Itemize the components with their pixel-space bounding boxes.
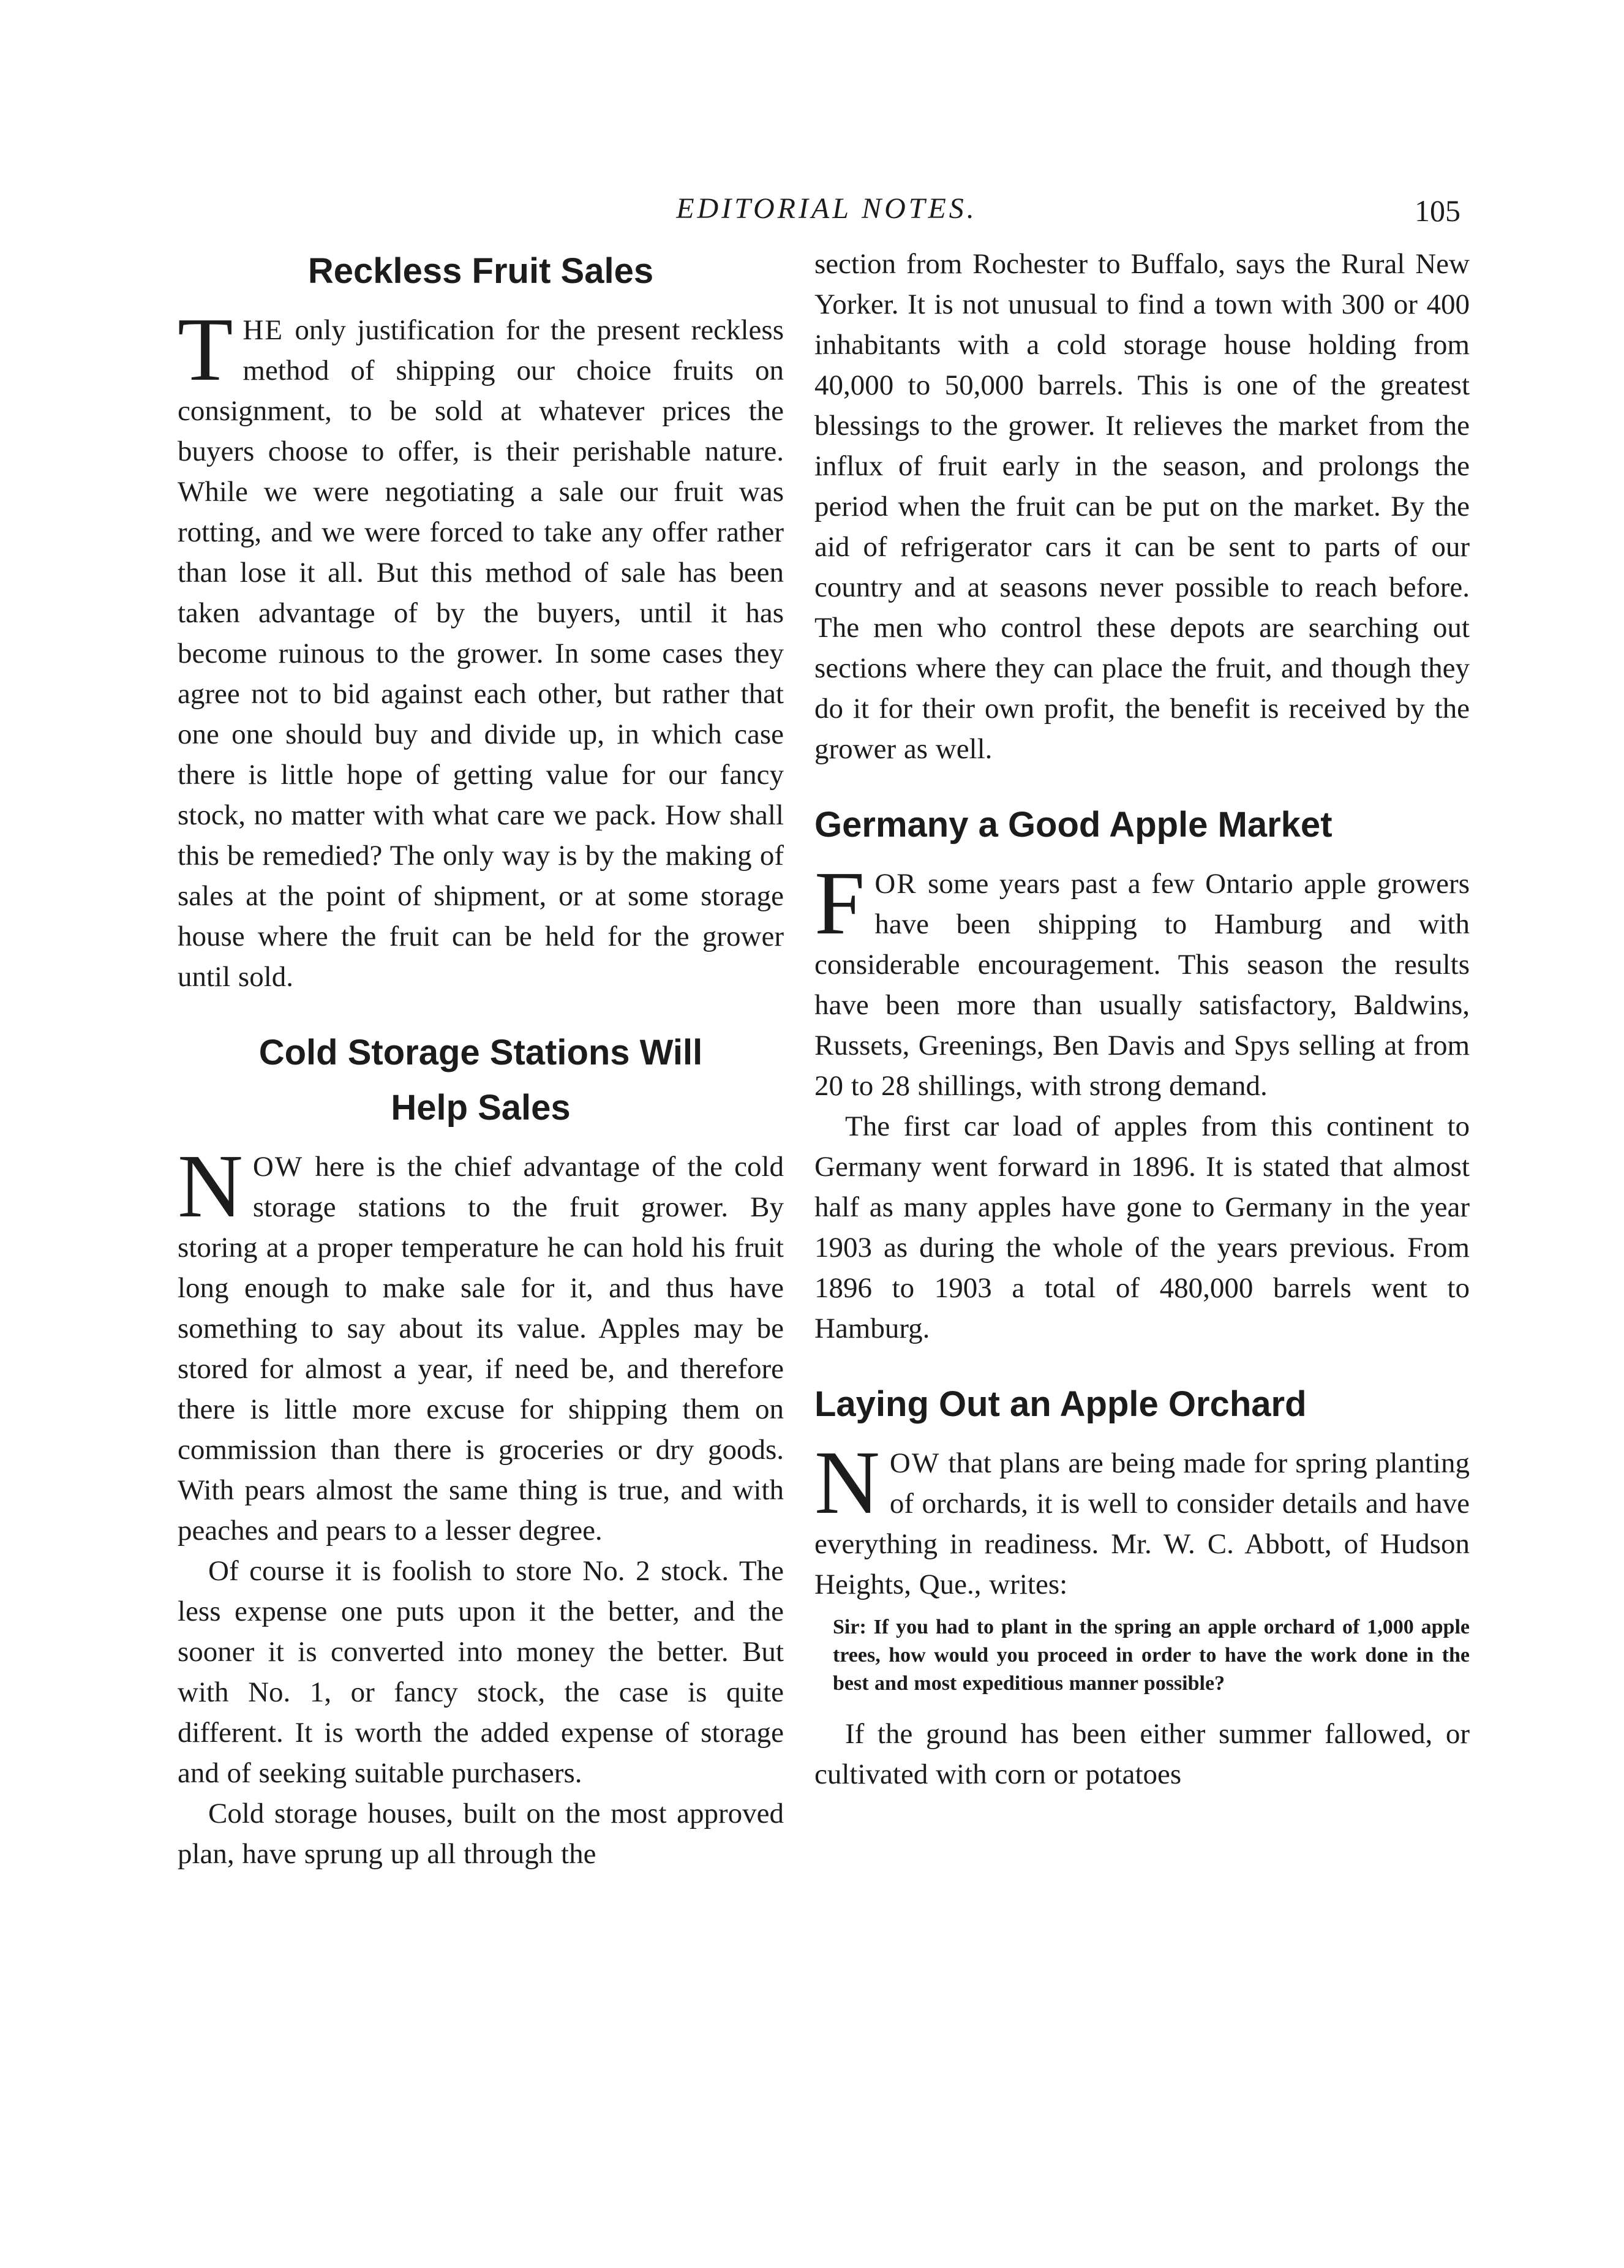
article-heading bbox=[178, 1025, 784, 1136]
left-column bbox=[178, 244, 784, 1874]
article-germany-apple-market bbox=[814, 797, 1470, 1349]
running-head bbox=[0, 187, 1624, 236]
article-cold-storage-stations bbox=[178, 1025, 784, 1874]
article-heading: Germany a Good Apple Market bbox=[814, 805, 1333, 845]
heading-line: Cold Storage Stations Will bbox=[258, 1033, 703, 1072]
article-paragraph: Cold storage houses, built on the most approved plan, have sprung up all through the bbox=[178, 1798, 784, 1870]
article-laying-out-orchard bbox=[814, 1377, 1470, 1795]
paragraph-text: only justification for the present reckless method of shipping our choice fruits on consignment, to be sold at whatever prices the buyers choose to offer, is their perishable nature. While we were negotiating a sale our fruit was rotting, and we were forced to take any offer rather than lose it all. But this method of sale has been taken advantage of by the buyers, until it has become ruinous to the grower. In some cases they agree not to bid against each other, but rather that one one should buy and divide up, in which case there is little hope of getting value for our fancy stock, no matter with what care we pack. How shall this be remedied? The only way is by the making of sales at the point of shipment, or at some storage house where the fruit can be held for the grower until sold. bbox=[178, 314, 784, 993]
drop-cap: F bbox=[814, 853, 865, 954]
article-paragraph bbox=[814, 1433, 1470, 1605]
article-heading: Reckless Fruit Sales bbox=[307, 251, 654, 291]
drop-cap: T bbox=[178, 300, 233, 400]
article-reckless-fruit-sales bbox=[178, 244, 784, 997]
paragraph-text: that plans are being made for spring planting of orchards, it is well to consider details and have everything in readiness. Mr. W. C. Abbott, of Hudson Heights, Que., writes: bbox=[814, 1447, 1470, 1600]
article-paragraph bbox=[178, 300, 784, 997]
running-title: EDITORIAL NOTES. bbox=[676, 192, 977, 225]
article-paragraph-continued: section from Rochester to Buffalo, says the Rural New Yorker. It is not unusual to find a town with 300 or 400 inhabitants with a cold storage house holding from 40,000 to 50,000 barrels. This is one of the greatest blessings to the grower. It relieves the market from the influx of fruit early in the season, and prolongs the period when the fruit can be put on the market. By the aid of refrigerator cars it can be sent to parts of our country and at seasons never possible to reach before. The men who control these depots are searching out sections where they can place the fruit, and though they do it for their own profit, the benefit is received by the grower as well. bbox=[814, 248, 1470, 765]
lead-in: OW bbox=[252, 1151, 304, 1183]
article-heading: Laying Out an Apple Orchard bbox=[814, 1384, 1307, 1424]
lead-in: HE bbox=[242, 314, 284, 346]
lead-in: OW bbox=[889, 1447, 941, 1479]
right-column bbox=[814, 244, 1470, 1795]
lead-in: OR bbox=[874, 868, 917, 900]
article-paragraph: If the ground has been either summer fallowed, or cultivated with corn or potatoes bbox=[814, 1718, 1470, 1790]
paragraph-text: here is the chief advantage of the cold storage stations to the fruit grower. By storing at a proper temperature he can hold his fruit long enough to make sale for it, and thus have something to say about its value. Apples may be stored for almost a year, if need be, and therefore there is little more excuse for shipping them on commission than there is groceries or dry goods. With pears almost the same thing is true, and with peaches and pears to a lesser degree. bbox=[178, 1151, 784, 1547]
drop-cap: N bbox=[814, 1433, 880, 1533]
heading-line: Help Sales bbox=[391, 1088, 571, 1128]
article-paragraph bbox=[178, 1136, 784, 1551]
article-paragraph: The first car load of apples from this continent to Germany went forward in 1896. It is stated that almost half as many apples have gone to Germany in the year 1903 as during the whole of the years previous. From 1896 to 1903 a total of 480,000 barrels went to Hamburg. bbox=[814, 1110, 1470, 1344]
drop-cap: N bbox=[178, 1136, 243, 1237]
quoted-letter: Sir: If you had to plant in the spring an apple orchard of 1,000 apple trees, how would you proceed in order to have the work done in the best and most expeditious manner possible? bbox=[833, 1616, 1470, 1695]
page-number: 105 bbox=[1415, 194, 1460, 228]
paragraph-text: some years past a few Ontario apple growers have been shipping to Hamburg and with considerable encouragement. This season the results have been more than usually satisfactory, Baldwins, Russets, Greenings, Ben Davis and Spys selling at from 20 to 28 shillings, with strong demand. bbox=[814, 868, 1470, 1102]
article-paragraph bbox=[814, 853, 1470, 1106]
article-paragraph: Of course it is foolish to store No. 2 stock. The less expense one puts upon it the better, and the sooner it is converted into money the better. But with No. 1, or fancy stock, the case is quite different. It is worth the added expense of storage and of seeking suitable purchasers. bbox=[178, 1555, 784, 1789]
